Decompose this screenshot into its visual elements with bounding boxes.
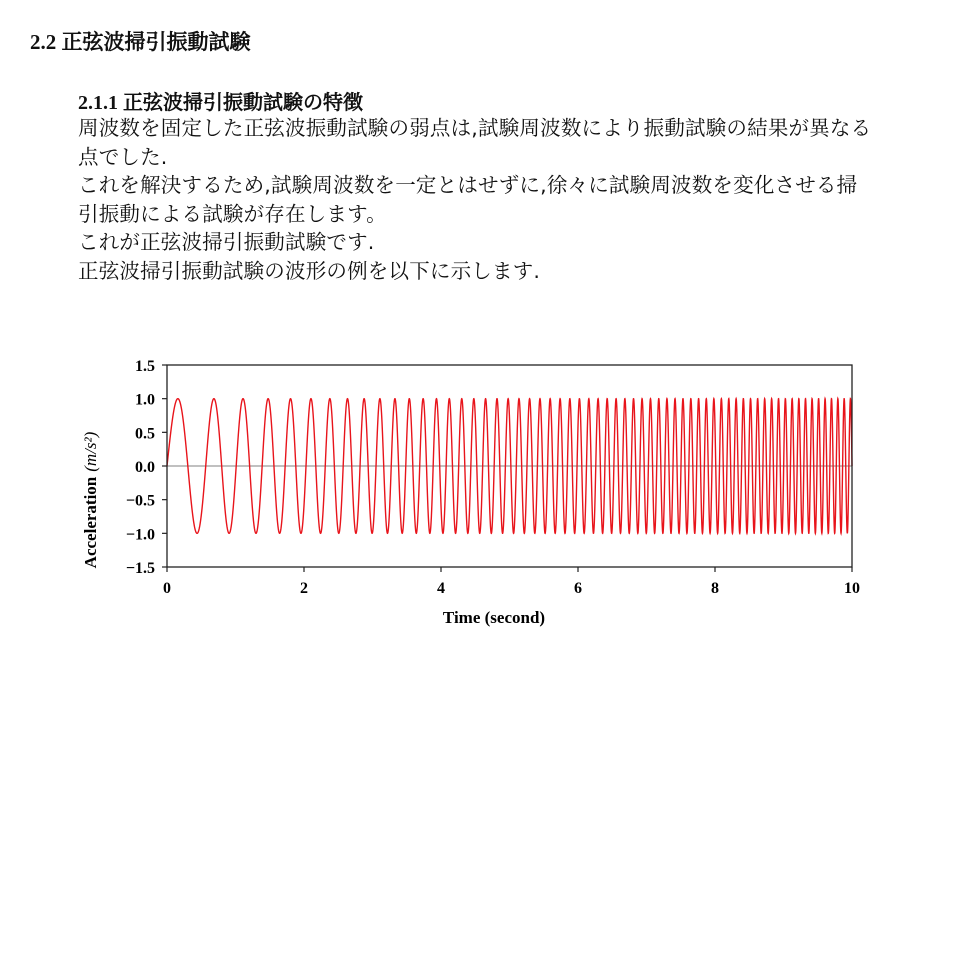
sweep-chart-figure (72, 345, 872, 635)
x-tick-label: 2 (300, 580, 308, 597)
y-ticks (126, 358, 167, 577)
sweep-chart (72, 345, 872, 635)
x-ticks (163, 567, 860, 597)
y-tick-label: −1.5 (125, 560, 155, 577)
paragraph: 正弦波掃引振動試験の波形の例を以下に示します. (78, 258, 541, 283)
x-tick-label: 8 (711, 580, 719, 597)
y-axis-label-text: Acceleration (81, 476, 100, 569)
x-axis-label: Time (second) (442, 608, 546, 627)
y-tick-label: 1.0 (135, 391, 155, 409)
paragraph: これが正弦波掃引振動試験です. (78, 230, 375, 255)
x-tick-label: 0 (163, 580, 171, 597)
y-axis-label-unit: (m/s²) (81, 431, 100, 472)
y-tick-label: −0.5 (125, 492, 155, 510)
paragraph: 周波数を固定した正弦波振動試験の弱点は,試験周波数により振動試験の結果が異なる点でした. (78, 116, 872, 169)
x-tick-label: 4 (437, 580, 445, 597)
y-tick-label: −1.0 (125, 526, 155, 544)
body-text (78, 114, 878, 286)
paragraph: これを解決するため,試験周波数を一定とはせずに,徐々に試験周波数を変化させる掃引振動による試験が存在します。 (78, 173, 858, 226)
x-tick-label: 6 (574, 580, 582, 597)
y-tick-label: 0.5 (135, 425, 155, 443)
y-axis-label (81, 431, 100, 568)
section-heading: 2.2 正弦波掃引振動試験 (30, 30, 251, 54)
x-tick-label: 10 (844, 580, 860, 597)
y-tick-label: 0.0 (135, 459, 155, 476)
y-tick-label: 1.5 (135, 358, 155, 375)
subsection-heading: 2.1.1 正弦波掃引振動試験の特徴 (78, 92, 363, 114)
